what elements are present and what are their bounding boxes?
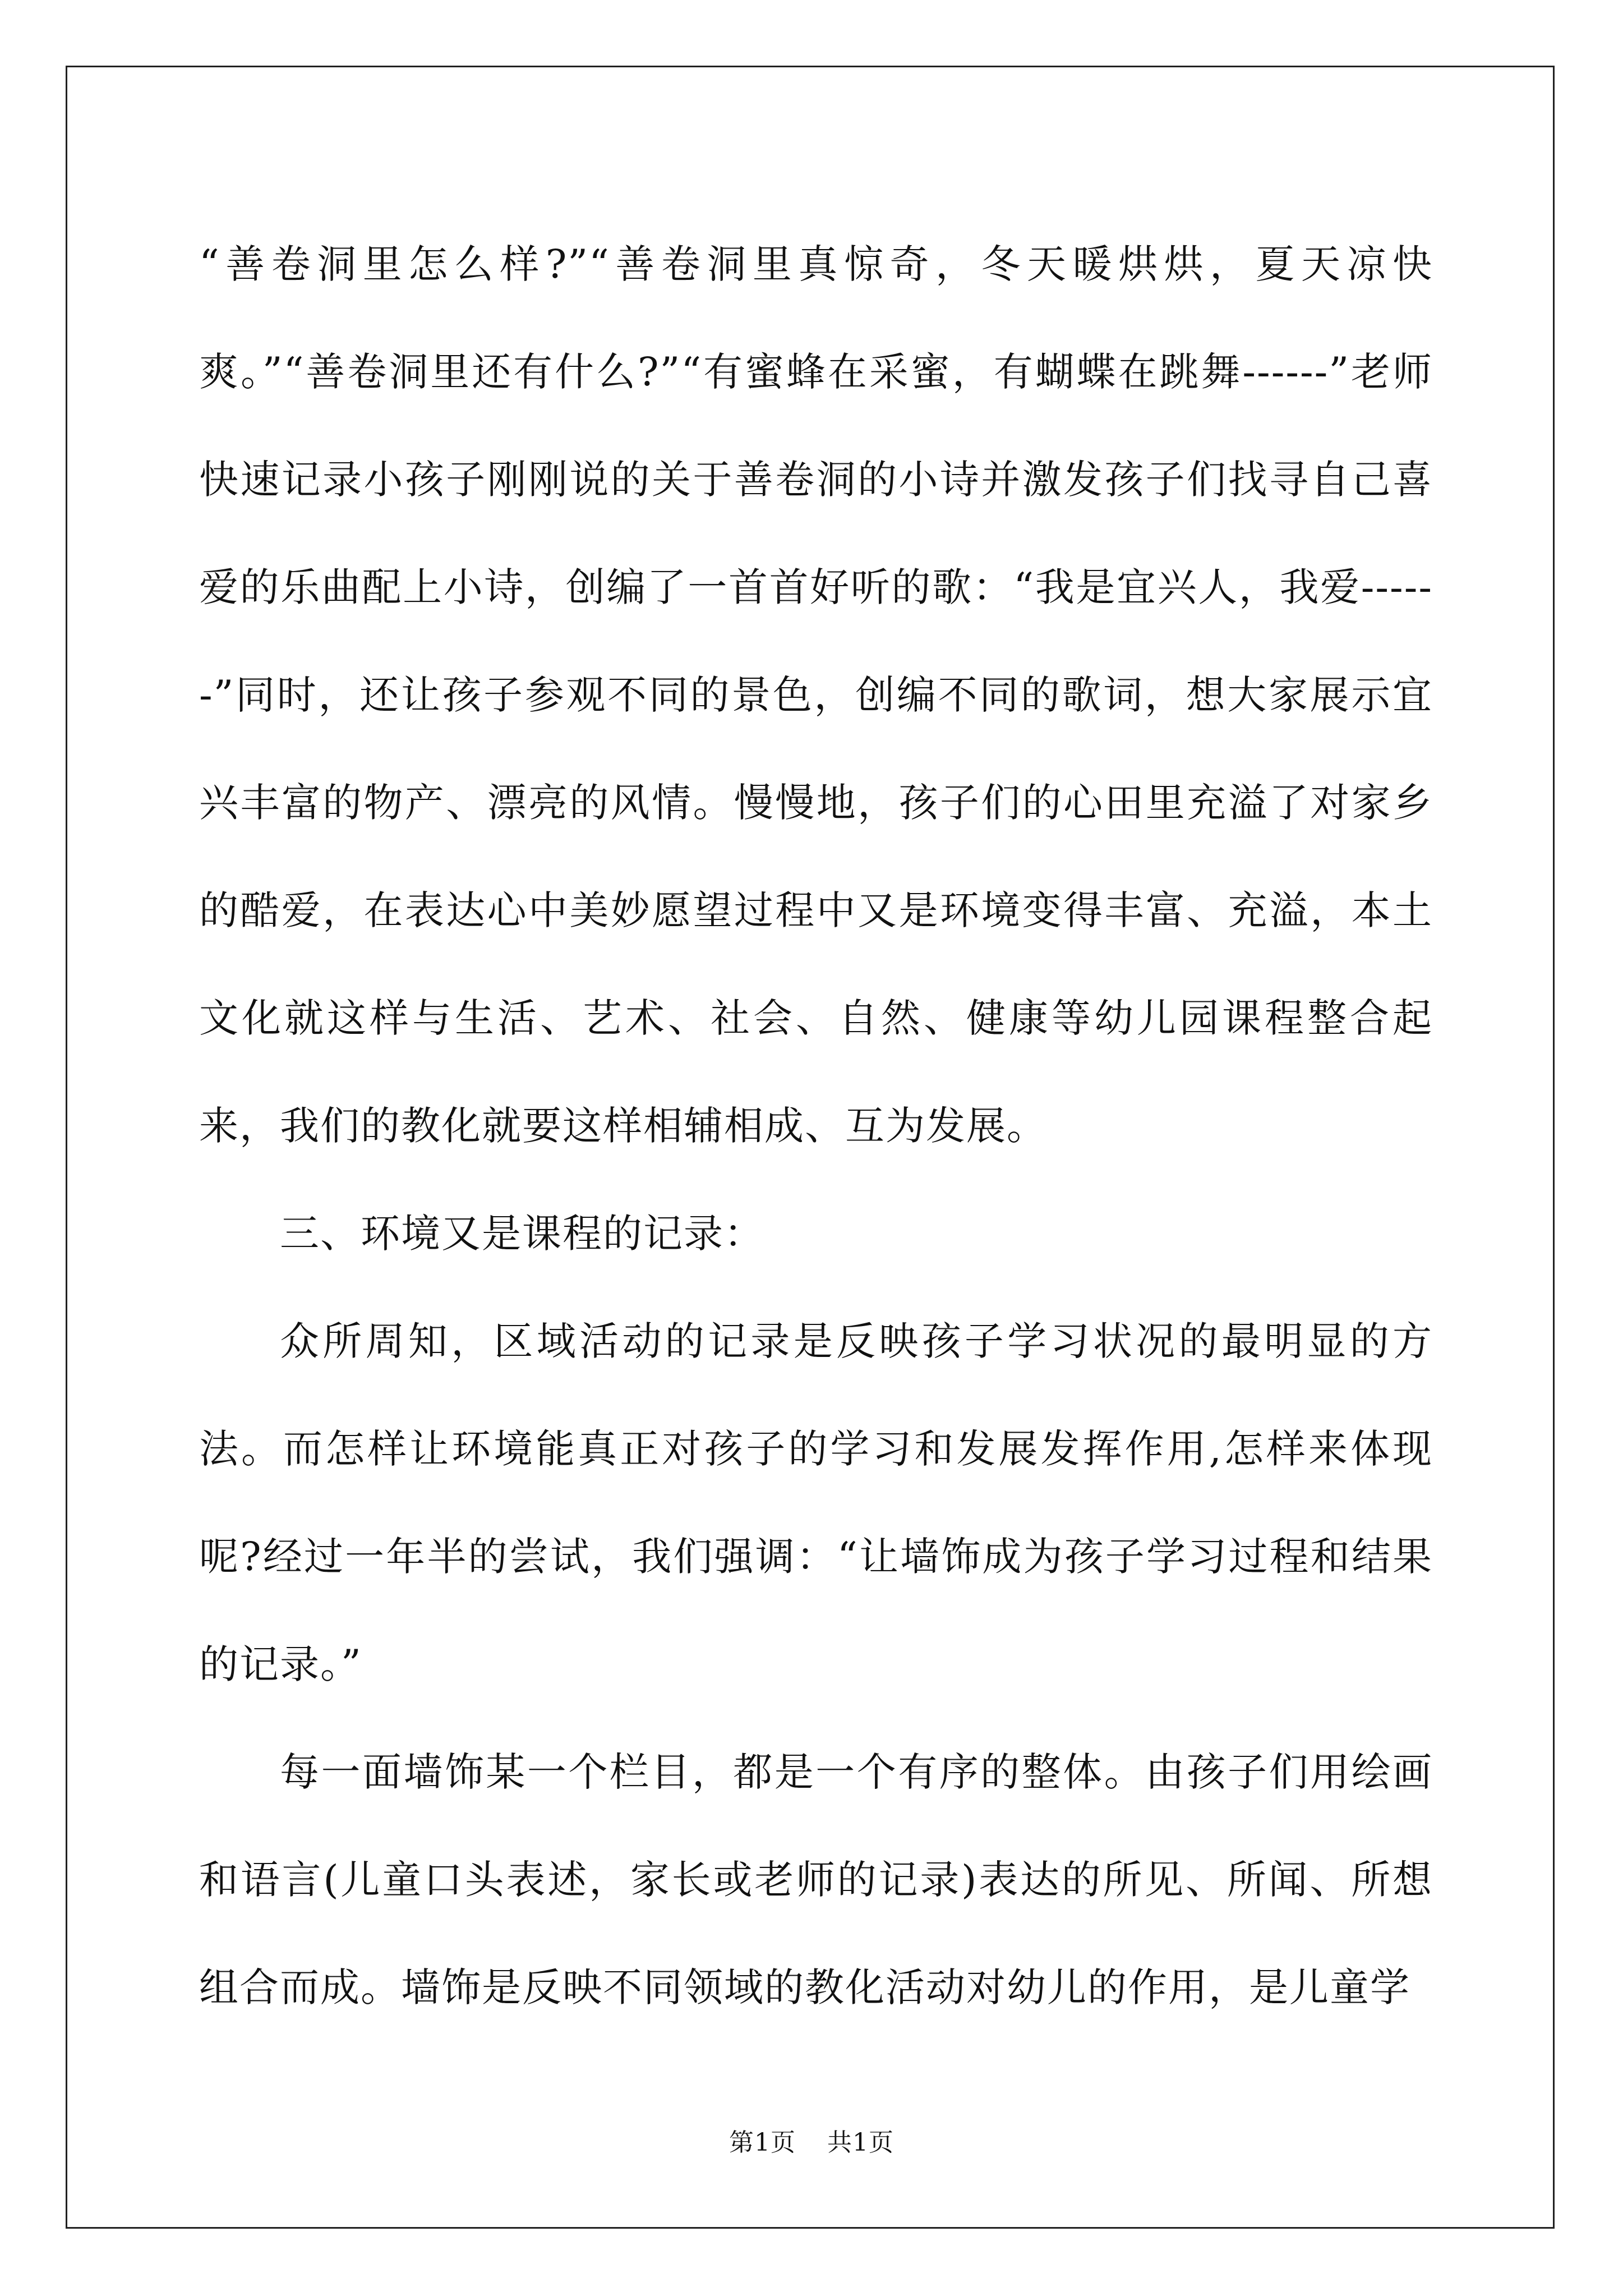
paragraph-3: 每一面墙饰某一个栏目，都是一个有序的整体。由孩子们用绘画和语言(儿童口头表述，家长或老师的记录)表达的所见、所闻、所想组合而成。墙饰是反映不同领域的教化活动对幼儿的作用，是儿童学 <box>199 1749 1433 2010</box>
page-footer <box>0 2126 1623 2160</box>
document-body <box>199 210 1433 2041</box>
page-number: 第1页 <box>729 2128 796 2157</box>
paragraph-2: 众所周知，区域活动的记录是反映孩子学习状况的最明显的方法。而怎样让环境能真正对孩子的学习和发展发挥作用,怎样来体现呢?经过一年半的尝试，我们强调：“让墙饰成为孩子学习过程和结果的记录。” <box>199 1318 1433 1687</box>
page-total: 共1页 <box>827 2128 894 2157</box>
paragraph-1: “善卷洞里怎么样?”“善卷洞里真惊奇，冬天暖烘烘，夏天凉快爽。”“善卷洞里还有什么?”“有蜜蜂在采蜜，有蝴蝶在跳舞------”老师快速记录小孩子刚刚说的关于善卷洞的小诗并激发孩子们找寻自己喜爱的乐曲配上小诗，创编了一首首好听的歌：“我是宜兴人，我爱------”同时，还让孩子参观不同的景色，创编不同的歌词，想大家展示宜兴丰富的物产、漂亮的风情。慢慢地，孩子们的心田里充溢了对家乡的酷爱，在表达心中美妙愿望过程中又是环境变得丰富、充溢，本土文化就这样与生活、艺术、社会、自然、健康等幼儿园课程整合起来，我们的教化就要这样相辅相成、互为发展。 <box>199 241 1433 1149</box>
section-heading: 三、环境又是课程的记录： <box>280 1211 764 1257</box>
